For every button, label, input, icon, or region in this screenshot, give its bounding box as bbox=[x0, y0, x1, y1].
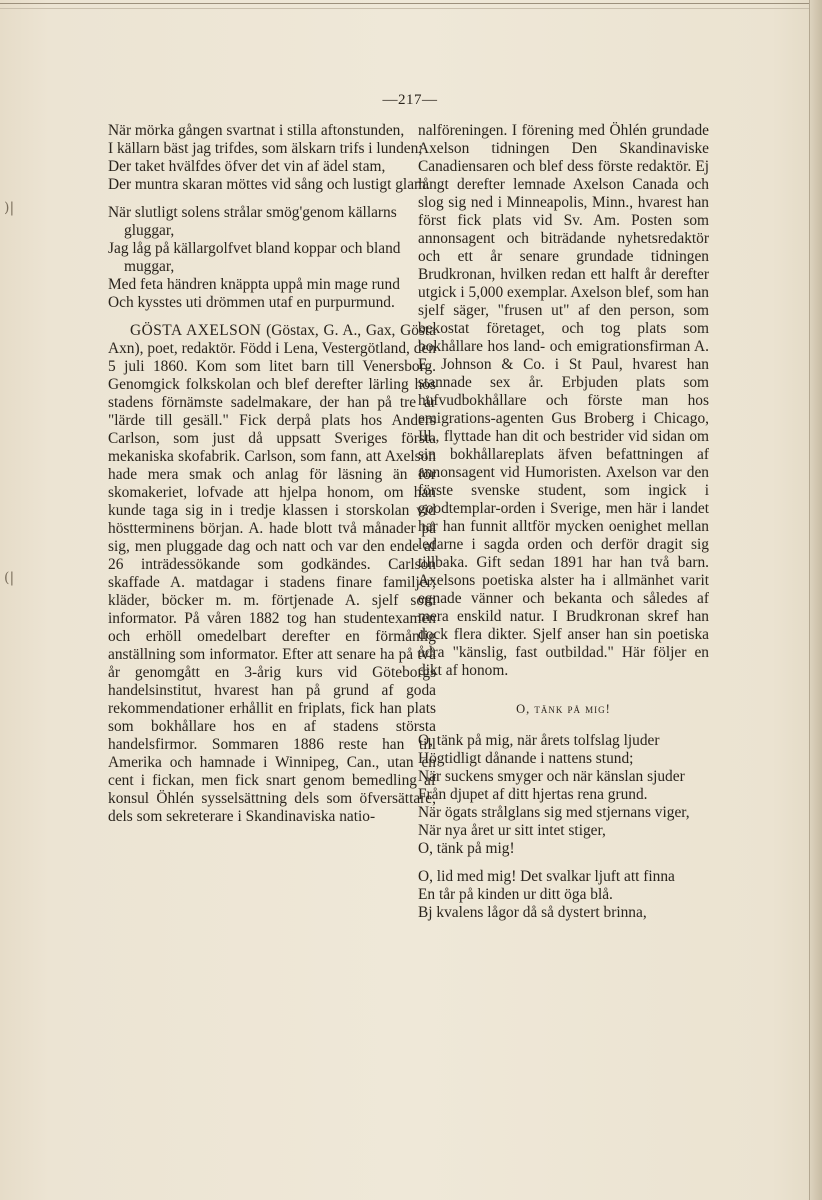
binding-mark-icon: )| bbox=[4, 200, 15, 216]
verse-line: Från djupet af ditt hjertas rena grund. bbox=[418, 786, 648, 803]
verse-line: Der taket hvälfdes öfver det vin af ädel stam, bbox=[108, 158, 386, 175]
page-edge-shadow bbox=[809, 0, 822, 1200]
verse-line: När mörka gången svartnat i stilla aftonstunden, bbox=[108, 122, 405, 139]
verse-line: O, tänk på mig, när årets tolfslag ljuder bbox=[418, 732, 660, 749]
binding-mark-icon: (| bbox=[4, 570, 15, 586]
verse-line: Der muntra skaran möttes vid sång och lustigt glam. bbox=[108, 176, 430, 193]
verse-line: I källarn bäst jag trifdes, som älskarn trifs i lunden; bbox=[108, 140, 423, 157]
biography-continued: nalföreningen. I förening med Öhlén grundade Axelson tidningen Den Skandinaviske Canadiensaren och blef dess förste redaktör. Ej långt derefter lemnade Axelson Canada och slog sig ned i Minneapolis, Minn., hvarest han först fick plats vid Sv. Am. Posten som annonsagent och biträdande nyhetsredaktör och ett år senare grundade tidningen Brudkronan, hvilken redan ett halft år derefter utgick i 5,000 exemplar. Axelson blef, som han sjelf säger, "frusen ut" af den person, som bekostat företaget, och tog plats som bokhållare hos land- och emigrationsfirman A. E. Johnson & Co. i St Paul, hvarest han stannade sex år. Erbjuden plats som hufvudbokhållare och förste man hos emigrations-agenten Gus Broberg i Chicago, Ill., flyttade han dit och bestrider vid sidan om sin bokhållareplats äfven befattningen af annonsagent vid Humoristen. Axelson var den förste svenske student, som ingick i goodtemplar-orden i Sverige, men här i landet har han funnit alltför mycken oenighet mellan ledarne i sagda orden och derför dragit sig tillbaka. Gift sedan 1891 har han två barn. Axelsons poetiska alster ha i allmänhet varit egnade vänner och bekanta och således af mera enskild natur. I Brudkronan skref han dock flera dikter. Sjelf anser han sin poetiska ådra "känslig, fast outbildad." Här följer en dikt af honom. bbox=[418, 122, 709, 679]
poem-stanza bbox=[418, 868, 709, 922]
biography-paragraph bbox=[108, 322, 436, 826]
verse-line: När suckens smyger och när känslan sjuder bbox=[418, 768, 685, 785]
verse-line: Och kysstes uti drömmen utaf en purpurmund. bbox=[108, 294, 395, 311]
verse-line: När nya året ur sitt intet stiger, bbox=[418, 822, 606, 839]
top-border-rule-inner bbox=[0, 8, 810, 9]
right-column bbox=[418, 122, 709, 932]
biography-name-heading: GÖSTA AXELSON bbox=[130, 322, 262, 339]
verse-line: När slutligt solens strålar smög'genom källarns gluggar, bbox=[108, 204, 397, 239]
verse-line: O, tänk på mig! bbox=[418, 840, 515, 857]
verse-line: När ögats strålglans sig med stjernans viger, bbox=[418, 804, 690, 821]
poem-stanza bbox=[108, 204, 436, 312]
verse-line: Jag låg på källargolfvet bland koppar och bland muggar, bbox=[108, 240, 401, 275]
top-border-rule bbox=[0, 3, 822, 4]
poem-stanza bbox=[108, 122, 436, 194]
verse-line: O, lid med mig! Det svalkar ljuft att finna bbox=[418, 868, 675, 885]
verse-line: En tår på kinden ur ditt öga blå. bbox=[418, 886, 613, 903]
verse-line: Bj kvalens lågor då så dystert brinna, bbox=[418, 904, 647, 921]
verse-line: Med feta händren knäppta uppå min mage rund bbox=[108, 276, 400, 293]
poem-title: O, tänk på mig! bbox=[516, 702, 611, 716]
verse-line: Högtidligt dånande i nattens stund; bbox=[418, 750, 634, 767]
poem-stanza bbox=[418, 732, 709, 858]
biography-text: (Göstax, G. A., Gax, Gösta Axn), poet, redaktör. Född i Lena, Vestergötland, den 5 juli 1860. Kom som litet barn till Venersborg. Genomgick folkskolan och blef derefter lärling hos stadens förnämste sadelmakare, der han på tre år "lärde till gesäll." Fick derpå plats hos Anders Carlson, som just då uppsatt Sveriges första mekaniska skofabrik. Carlson, som fann, att Axelson hade mera smak och anlag för läsning än för skomakeriet, lofvade att hjelpa honom, om han kunde taga sig in i tredje klassen i storskolan vid höstterminens början. A. hade blott två månader på sig, men pluggade dag och natt och var den ende af 26 inträdessökande som godkändes. Carlson skaffade A. matdagar i stadens finare familjer; kläder, böcker m. m. förtjenade A. sjelf som informator. På våren 1882 tog han studentexamen och erhöll omedelbart derefter en förmånlig anställning som informator. Efter att senare ha på två år genomgått en 3-årig kurs vid Göteborgs handelsinstitut, hvarest han på grund af goda rekommendationer erhållit en friplats, fick han plats som bokhållare hos en af stadens största handelsfirmor. Sommaren 1886 reste han till Amerika och hamnade i Winnipeg, Can., utan en cent i fickan, men fick snart genom bemedling af konsul Öhlén sysselsättning dels som öfversättare, dels som sekreterare i Skandinaviska natio- bbox=[108, 322, 436, 825]
left-column bbox=[108, 122, 436, 826]
page-number: —217— bbox=[382, 92, 438, 108]
